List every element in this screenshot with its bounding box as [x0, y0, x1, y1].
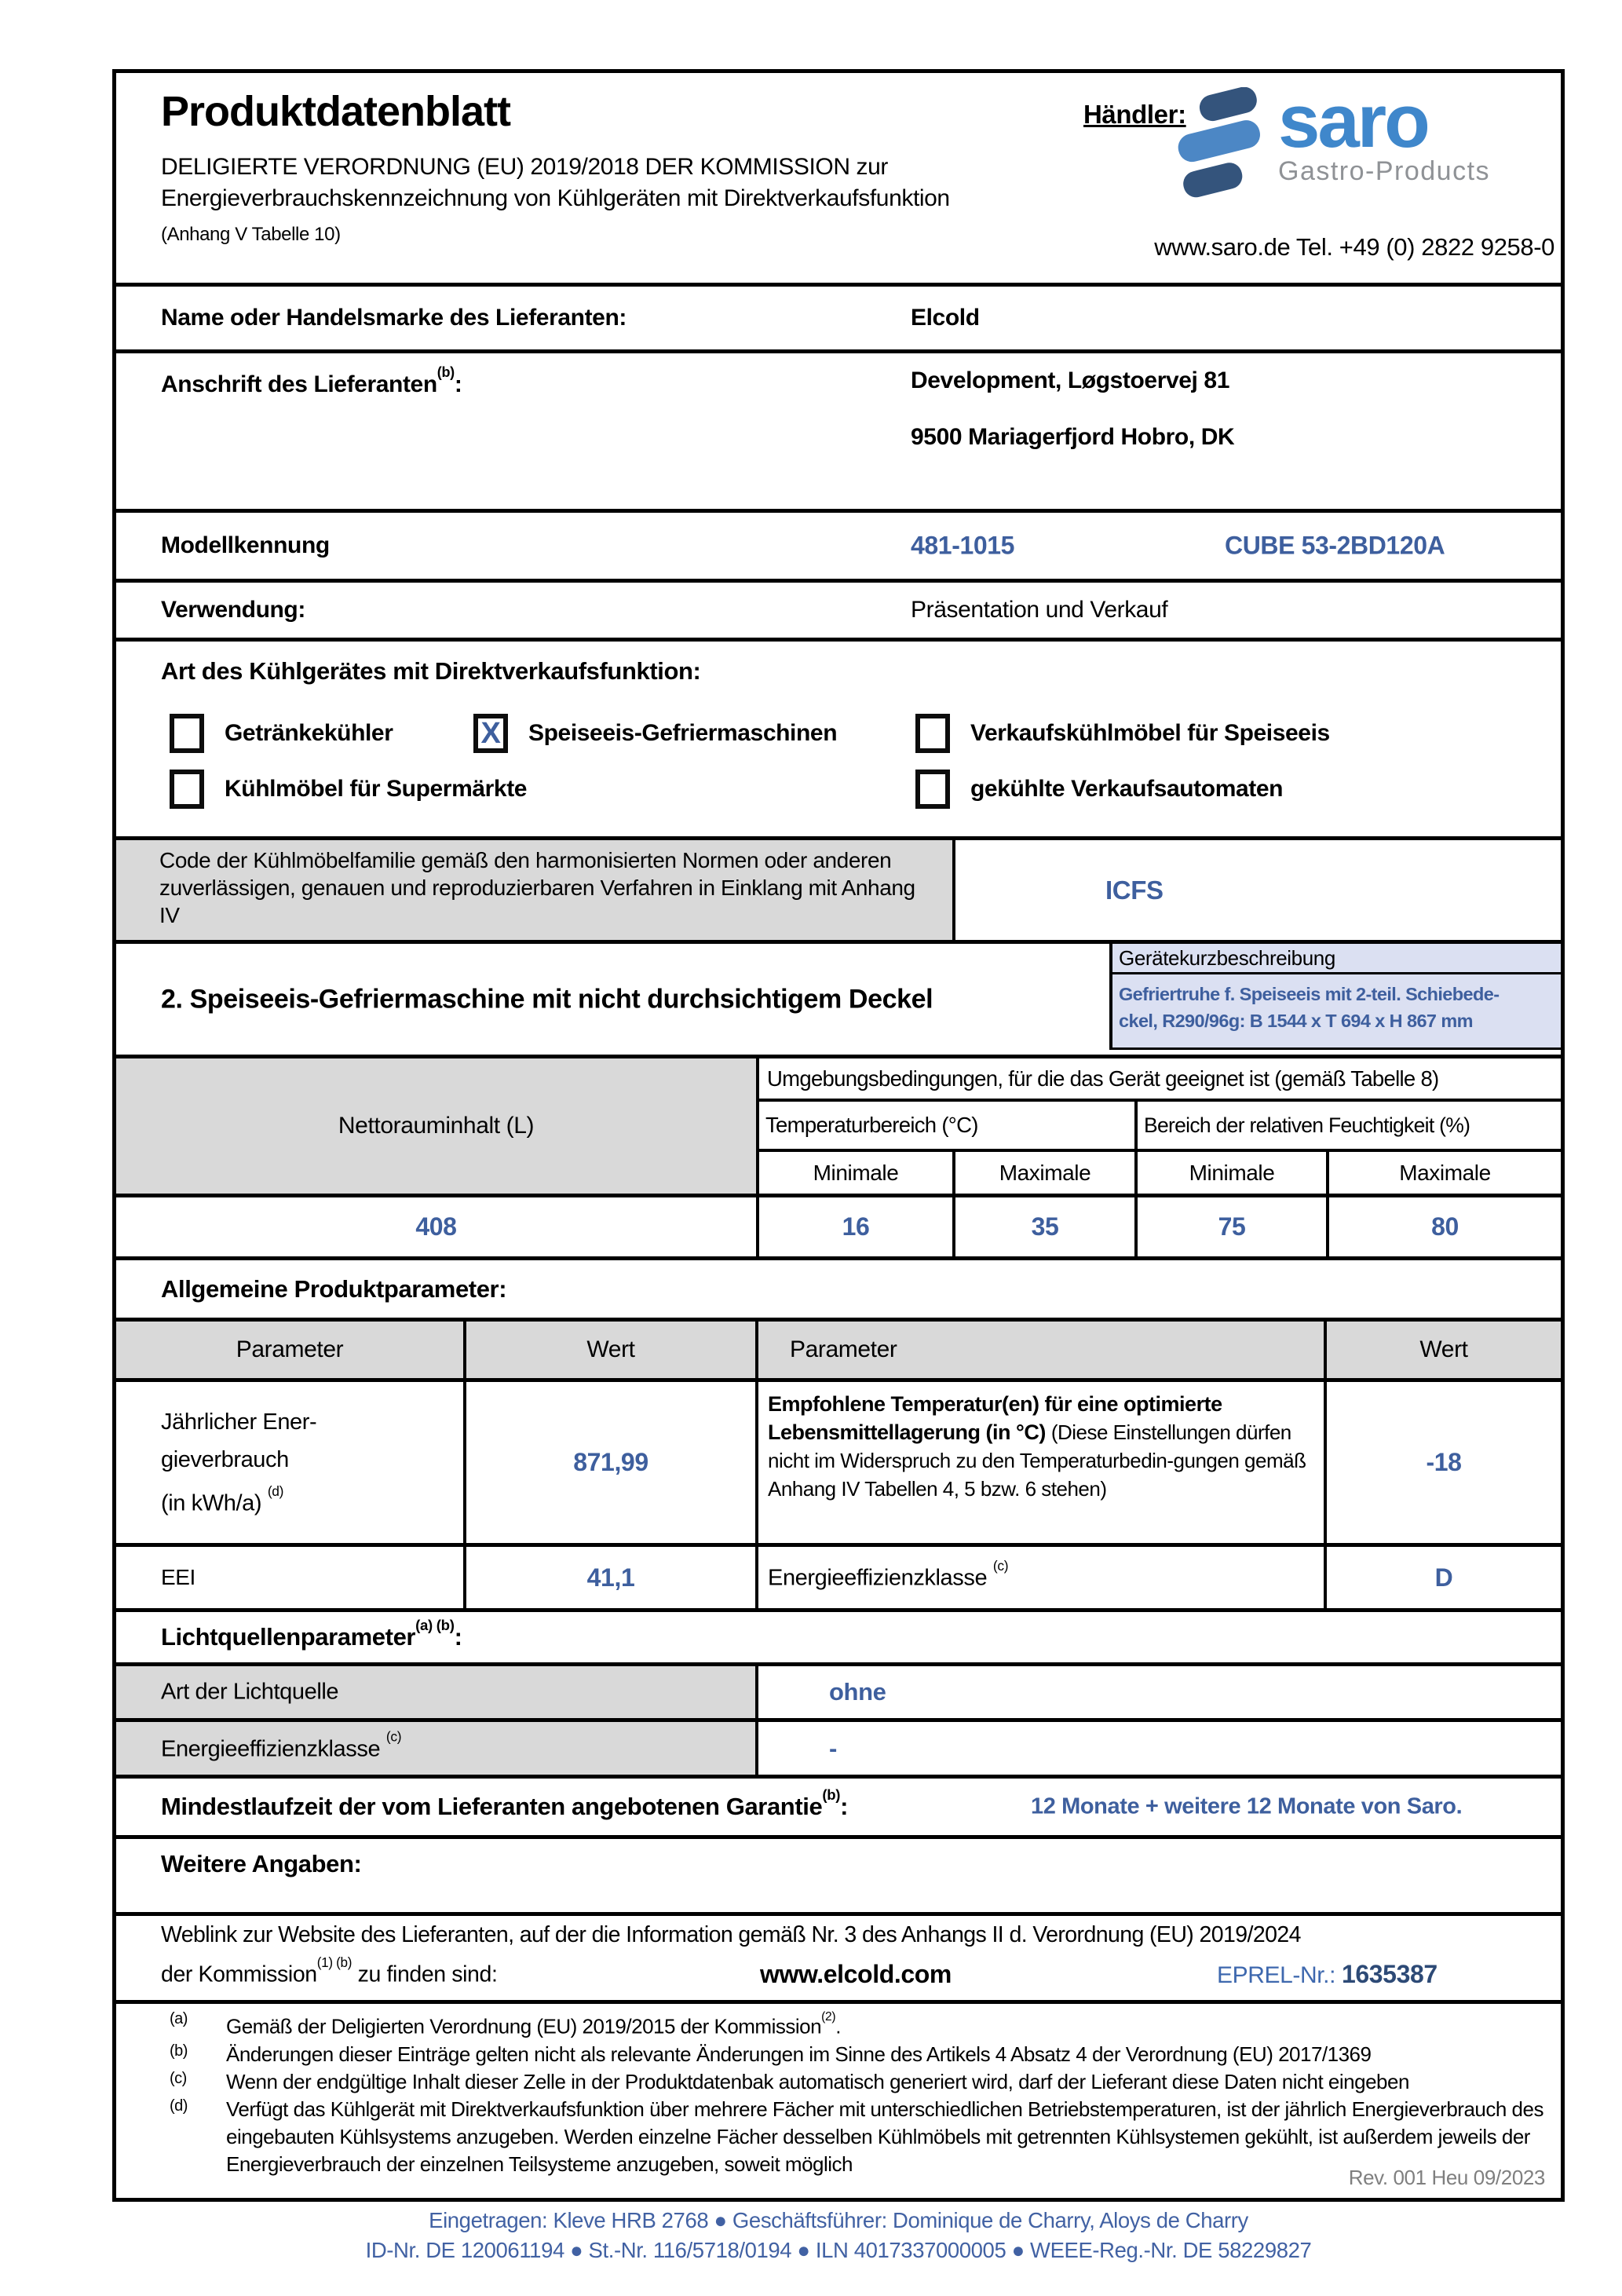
efficiency-class-value: D — [1434, 1563, 1453, 1592]
dealer-contact: www.saro.de Tel. +49 (0) 2822 9258-0 — [1154, 233, 1554, 261]
net-volume-value: 408 — [116, 1197, 759, 1256]
param-col1-header: Parameter — [116, 1322, 466, 1378]
supplier-name-value: Elcold — [911, 305, 980, 331]
footnote-b: (b) Änderungen dieser Einträge gelten nicht als relevante Änderungen im Sinne des Artikels 4 Absatz 4 der Verordnung (EU) 2017/1369 — [170, 2042, 1372, 2066]
header-section — [116, 73, 1561, 287]
more-info-label: Weitere Angaben: — [161, 1850, 362, 1877]
checkbox-verkaufskuehlmoebel[interactable] — [915, 714, 950, 753]
datasheet-frame — [112, 69, 1565, 2202]
light-footnote-ref: (a) (b) — [415, 1616, 455, 1633]
supplier-address-line2: 9500 Mariagerfjord Hobro, DK — [911, 424, 1235, 450]
option-kuehlmoebel-supermaerkte — [170, 770, 527, 809]
general-params-heading-row — [116, 1260, 1561, 1322]
option-label: gekühlte Verkaufsautomaten — [970, 776, 1284, 802]
regulation-line1: DELIGIERTE VERORDNUNG (EU) 2019/2018 DER KOMMISSION zur — [161, 154, 889, 180]
short-description-box — [1109, 944, 1561, 1050]
energy-consumption-row — [116, 1382, 1561, 1547]
more-info-row — [116, 1839, 1561, 1916]
saro-logo — [1174, 79, 1491, 209]
humidity-min-value: 75 — [1138, 1197, 1329, 1256]
page-title: Produktdatenblatt — [161, 88, 511, 135]
supplier-name-row — [116, 287, 1561, 353]
energy-param-label: Jährlicher Ener- gieverbrauch (in kWh/a) $^{(d)}$ — [116, 1382, 466, 1543]
usage-row — [116, 583, 1561, 642]
option-label: Kühlmöbel für Supermärkte — [225, 776, 528, 802]
weblink-footnote-ref: (1) (b) — [316, 1955, 353, 1971]
usage-label: Verwendung: — [161, 597, 305, 623]
annex-note: (Anhang V Tabelle 10) — [161, 224, 341, 245]
option-getraenkekuehler — [170, 714, 393, 753]
model-variant-value: CUBE 53-2BD120A — [1225, 531, 1445, 560]
weblink-line2: der Kommission$^{(1) (b)}$ zu finden sind: — [161, 1955, 498, 1987]
recommended-temp-label: Empfohlene Temperatur(en) für eine optimierte Lebensmittellagerung (in °C) (Diese Einstellungen dürfen nicht im Widerspruch zu den Temperaturbedin-gungen gemäß Anhang IV Tabellen 4, 5 bzw. 6 stehen) — [758, 1382, 1327, 1543]
address-footnote-ref: (b) — [437, 364, 455, 380]
regulation-line2: Energieverbrauchskennzeichnung von Kühlgeräten mit Direktverkaufsfunktion — [161, 185, 950, 211]
param-col2-header: Parameter — [758, 1322, 1327, 1378]
family-code-row — [116, 840, 1561, 944]
regulation-text — [161, 152, 1072, 214]
option-speiseeis-gefriermaschinen — [473, 714, 837, 753]
revision-note: Rev. 001 Heu 09/2023 — [1348, 2166, 1545, 2189]
value-col1-header: Wert — [466, 1322, 758, 1378]
eei-value: 41,1 — [466, 1547, 758, 1608]
supplier-address-row — [116, 353, 1561, 513]
energy-value: 871,99 — [466, 1382, 758, 1543]
temp-max-value: 35 — [955, 1197, 1138, 1256]
checkbox-speiseeis-gefriermaschinen[interactable]: X — [473, 714, 508, 753]
net-volume-header-cell: Nettorauminhalt (L) — [116, 1058, 759, 1197]
light-source-value: ohne — [829, 1678, 886, 1706]
light-class-label: Energieeffizienzklasse $^{(c)}$ — [161, 1728, 402, 1761]
efficiency-class-footnote-ref: (c) — [992, 1557, 1009, 1574]
model-label: Modellkennung — [161, 532, 330, 558]
footnote-a: (a) Gemäß der Deligierten Verordnung (EU) 2019/2015 der Kommission$^{(2)}$. — [170, 2009, 841, 2038]
option-verkaufskuehlmoebel — [915, 714, 1330, 753]
appliance-type-heading: Art des Kühlgerätes mit Direktverkaufsfunktion: — [161, 657, 701, 685]
warranty-footnote-ref: (b) — [822, 1786, 841, 1803]
weblink-row — [116, 1916, 1561, 2004]
usage-value: Präsentation und Verkauf — [911, 597, 1168, 623]
checkbox-gekuehlte-verkaufsautomaten[interactable] — [915, 770, 950, 809]
humidity-range-header-cell: Bereich der relativen Feuchtigkeit (%) — [1138, 1102, 1561, 1152]
footnotes-section — [116, 2004, 1561, 2198]
efficiency-class-label: Energieeffizienzklasse $^{(c)}$ — [758, 1547, 1327, 1608]
light-class-footnote-ref: (c) — [385, 1728, 402, 1745]
energy-footnote-ref: (d) — [267, 1483, 284, 1499]
supplier-address-label: Anschrift des Lieferanten$^{(b)}$: — [161, 364, 462, 397]
general-params-heading: Allgemeine Produktparameter: — [161, 1274, 507, 1303]
eprel-value: 1635387 — [1341, 1960, 1438, 1988]
temp-max-header: Maximale — [955, 1152, 1138, 1197]
model-id-value: 481-1015 — [911, 531, 1015, 560]
humidity-max-header: Maximale — [1329, 1152, 1561, 1197]
model-row — [116, 513, 1561, 583]
dealer-label: Händler: — [1083, 100, 1186, 129]
footnote-d: (d) Verfügt das Kühlgerät mit Direktverkaufsfunktion über mehrere Fächer mit unterschiedlichen Betriebstemperaturen, ist der jährlich Energieverbrauch des eingebauten Kühlsystems anzugeben. Werden einzelne Fächer desselben Kühlmöbels mit getrennten Kühlsystemen gekühlt, ist außerdem jeweils der Energieverbrauch der einzelnen Teilsysteme anzugeben, soweit möglich — [170, 2097, 1543, 2176]
light-class-row — [116, 1722, 1561, 1779]
section2-row — [116, 944, 1561, 1058]
supplier-name-label: Name oder Handelsmarke des Lieferanten: — [161, 305, 627, 331]
temp-min-header: Minimale — [759, 1152, 955, 1197]
light-source-label: Art der Lichtquelle — [161, 1679, 339, 1705]
ambient-header-cell: Umgebungsbedingungen, für die das Gerät geeignet ist (gemäß Tabelle 8) — [759, 1058, 1561, 1102]
option-label: Verkaufskühlmöbel für Speiseeis — [970, 720, 1330, 746]
temp-min-value: 16 — [759, 1197, 955, 1256]
light-class-value: - — [829, 1734, 837, 1762]
footnote-c: (c) Wenn der endgültige Inhalt dieser Zelle in der Produktdatenbak automatisch generiert wird, darf der Lieferant diese Daten nicht eingeben — [170, 2069, 1409, 2093]
param-table-header-row — [116, 1322, 1561, 1382]
light-params-heading-row — [116, 1612, 1561, 1666]
short-description-text: Gefriertruhe f. Speiseeis mit 2-teil. Schiebede- ckel, R290/96g: B 1544 x T 694 x H 867 mm — [1119, 984, 1500, 1031]
eei-label: EEI — [116, 1547, 466, 1608]
light-source-row — [116, 1666, 1561, 1722]
short-description-header: Gerätekurzbeschreibung — [1112, 944, 1561, 974]
option-label: Getränkekühler — [225, 720, 393, 746]
humidity-min-header: Minimale — [1138, 1152, 1329, 1197]
footer-line1: Eingetragen: Kleve HRB 2768 ● Geschäftsführer: Dominique de Charry, Aloys de Charry — [429, 2208, 1248, 2232]
logo-subtitle: Gastro-Products — [1278, 156, 1491, 187]
light-params-heading: Lichtquellenparameter$^{(a) (b)}$: — [161, 1616, 462, 1651]
eprel-number: EPREL-Nr.: 1635387 — [1217, 1960, 1438, 1988]
family-code-value: ICFS — [1105, 875, 1164, 905]
saro-logo-mark-icon — [1174, 87, 1267, 209]
value-col2-header: Wert — [1419, 1336, 1468, 1362]
temp-range-header-cell: Temperaturbereich (°C) — [759, 1102, 1138, 1152]
weblink-line1: Weblink zur Website des Lieferanten, auf der die Information gemäß Nr. 3 des Anhangs II d. Verordnung (EU) 2019/2024 — [161, 1922, 1301, 1947]
eei-row — [116, 1547, 1561, 1612]
appliance-type-section — [116, 642, 1561, 840]
recommended-temp-value: -18 — [1426, 1448, 1462, 1476]
warranty-label: Mindestlaufzeit der vom Lieferanten angebotenen Garantie$^{(b)}$: — [161, 1786, 849, 1821]
supplier-address-line1: Development, Løgstoervej 81 — [911, 367, 1229, 393]
net-volume-table — [116, 1058, 1561, 1260]
warranty-row — [116, 1779, 1561, 1839]
family-code-label: Code der Kühlmöbelfamilie gemäß den harmonisierten Normen oder anderen zuverlässigen, genauen und reproduzierbaren Verfahren in Einklang mit Anhang IV — [116, 840, 955, 940]
humidity-max-value: 80 — [1431, 1212, 1459, 1241]
warranty-value: 12 Monate + weitere 12 Monate von Saro. — [1031, 1793, 1463, 1819]
section2-title: 2. Speiseeis-Gefriermaschine mit nicht durchsichtigem Deckel — [161, 984, 933, 1014]
footer-line2: ID-Nr. DE 120061194 ● St.-Nr. 116/5718/0194 ● ILN 4017337000005 ● WEEE-Reg.-Nr. DE 58229827 — [365, 2238, 1312, 2262]
saro-logo-text — [1278, 79, 1491, 187]
checkbox-getraenkekuehler[interactable] — [170, 714, 204, 753]
checkbox-kuehlmoebel-supermaerkte[interactable] — [170, 770, 204, 809]
supplier-website-link[interactable]: www.elcold.com — [760, 1960, 952, 1988]
option-gekuehlte-verkaufsautomaten — [915, 770, 1283, 809]
option-label: Speiseeis-Gefriermaschinen — [528, 720, 838, 746]
logo-brand: saro — [1278, 79, 1428, 163]
